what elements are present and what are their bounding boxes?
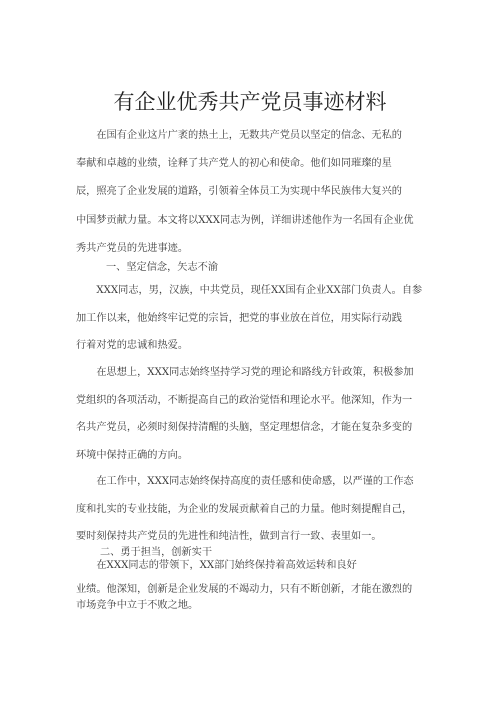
- intro-paragraph: 在国有企业这片广袤的热土上，无数共产党员以坚定的信念、无私的 奉献和卓越的业绩，诠释了共产党人的初心和使命。他们如同璀璨的星 辰，照亮了企业发展的道路，引领着全体员工为实现中华民族伟大复兴的 中国梦贡献力量。本文将以XXX同志为例，详细讲述他作为一名国有企业优 秀共产党员的先进事迹。: [76, 130, 414, 254]
- section-heading-1: 一、坚定信念，矢志不渝: [106, 262, 219, 273]
- innovation-lead-line: 在XXX同志的带领下，XX部门始终保持着高效运转和良好: [76, 560, 357, 571]
- document-title: 有企业优秀共产党员事迹材料: [113, 90, 387, 114]
- innovation-paragraph: 业绩。他深知，创新是企业发展的不竭动力，只有不断创新，才能在激烈的 市场竞争中立于不败之地。: [76, 584, 413, 611]
- work-paragraph: 在工作中，XXX同志始终保持高度的责任感和使命感，以严谨的工作态 度和扎实的专业技能，为企业的发展贡献着自己的力量。他时刻提醒自己， 要时刻保持共产党员的先进性和纯洁性，做到言行一致、表里如一。: [76, 476, 414, 542]
- profile-paragraph: XXX同志，男，汉族，中共党员，现任XX国有企业XX部门负责人。自参 加工作以来，他始终牢记党的宗旨，把党的事业放在首位，用实际行动践 行着对党的忠诚和热爱。: [76, 285, 423, 351]
- ideology-paragraph: 在思想上，XXX同志始终坚持学习党的理论和路线方针政策，积极参加 党组织的各项活动，不断提高自己的政治觉悟和理论水平。他深知，作为一 名共产党员，必须时刻保持清醒的头脑，坚定理想信念，才能在复杂多变的 环境中保持正确的方向。: [76, 367, 414, 461]
- section-heading-2: 二、勇于担当，创新实干: [100, 547, 213, 558]
